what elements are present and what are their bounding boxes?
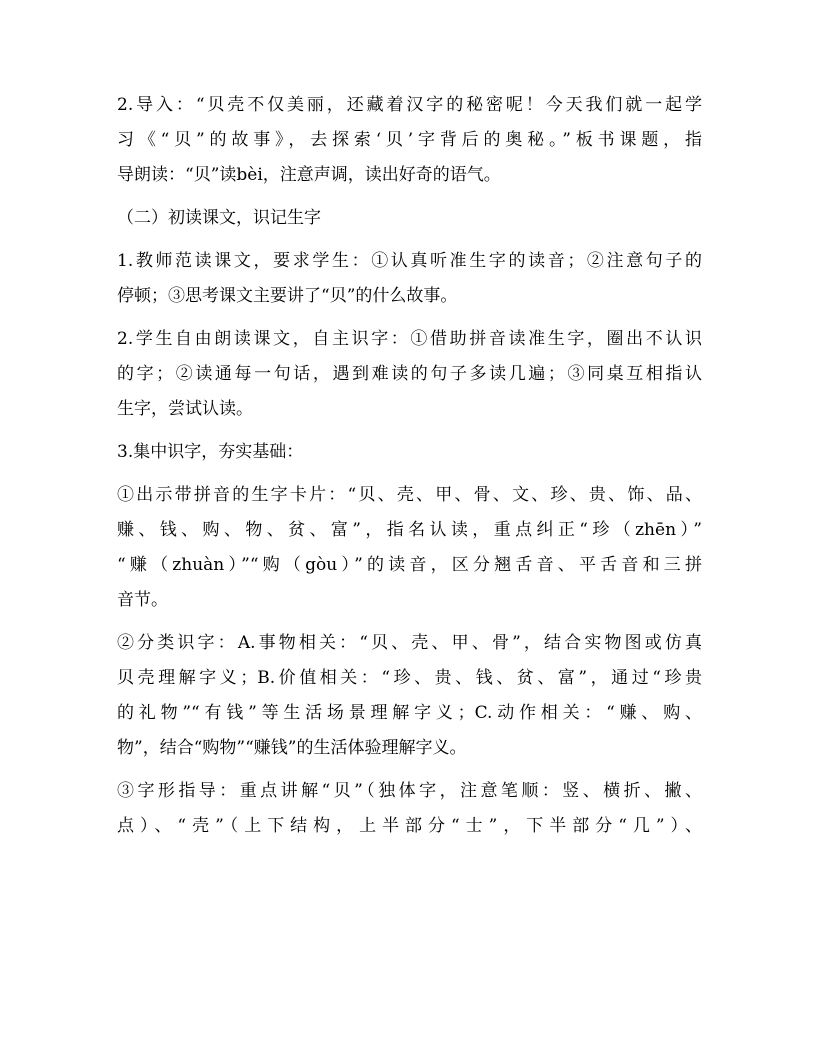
text-line: 3.集中识字，夯实基础：: [117, 442, 304, 462]
document-page: [117, 88, 702, 852]
text-line: 导朗读：“贝”读bèi，注意声调，读出好奇的语气。: [117, 165, 501, 185]
text-line: 贝壳理解字义；B.价值相关：“珍、贵、钱、贫、富”，通过“珍贵: [117, 668, 702, 688]
paragraph-classified-literacy: [117, 626, 702, 766]
text-line: 2.导入：“贝壳不仅美丽，还藏着汉字的秘密呢！今天我们就一起学: [117, 95, 702, 115]
heading-line: （二）初读课文，识记生字: [117, 208, 321, 228]
paragraph-student-reading: [117, 322, 702, 427]
text-line: ①出示带拼音的生字卡片：“贝、壳、甲、骨、文、珍、贵、饰、品、: [117, 485, 702, 505]
text-line: 点）、“壳”（上下结构，上半部分“士”，下半部分“几”）、: [117, 816, 702, 836]
text-line: 1.教师范读课文，要求学生：①认真听准生字的读音；②注意句子的: [117, 251, 702, 271]
paragraph-focus-literacy: [117, 435, 702, 470]
paragraph-glyph-guidance: [117, 774, 702, 844]
paragraph-teacher-reading: [117, 244, 702, 314]
text-line: 的礼物”“有钱”等生活场景理解字义；C.动作相关：“赚、购、: [117, 703, 702, 723]
text-line: 物”，结合“购物”“赚钱”的生活体验理解字义。: [117, 738, 467, 758]
paragraph-intro: [117, 88, 702, 193]
paragraph-word-cards: [117, 478, 702, 618]
text-line: ②分类识字：A.事物相关：“贝、壳、甲、骨”，结合实物图或仿真: [117, 633, 702, 653]
text-line: 停顿；③思考课文主要讲了“贝”的什么故事。: [117, 286, 458, 306]
text-line: 2.学生自由朗读课文，自主识字：①借助拼音读准生字，圈出不认识: [117, 329, 702, 349]
text-line: 赚、钱、购、物、贫、富”，指名认读，重点纠正“珍（zhēn）”: [117, 520, 702, 540]
text-line: ③字形指导：重点讲解“贝”（独体字，注意笔顺：竖、横折、撇、: [117, 781, 702, 801]
text-line: 的字；②读通每一句话，遇到难读的句子多读几遍；③同桌互相指认: [117, 364, 702, 384]
text-line: 习《“贝”的故事》，去探索‘贝’字背后的奥秘。”板书课题，指: [117, 130, 702, 150]
text-line: 生字，尝试认读。: [117, 399, 253, 419]
text-line: 音节。: [117, 590, 168, 610]
section-heading: [117, 201, 702, 236]
text-line: “赚（zhuàn）”“购（gòu）”的读音，区分翘舌音、平舌音和三拼: [117, 555, 702, 575]
